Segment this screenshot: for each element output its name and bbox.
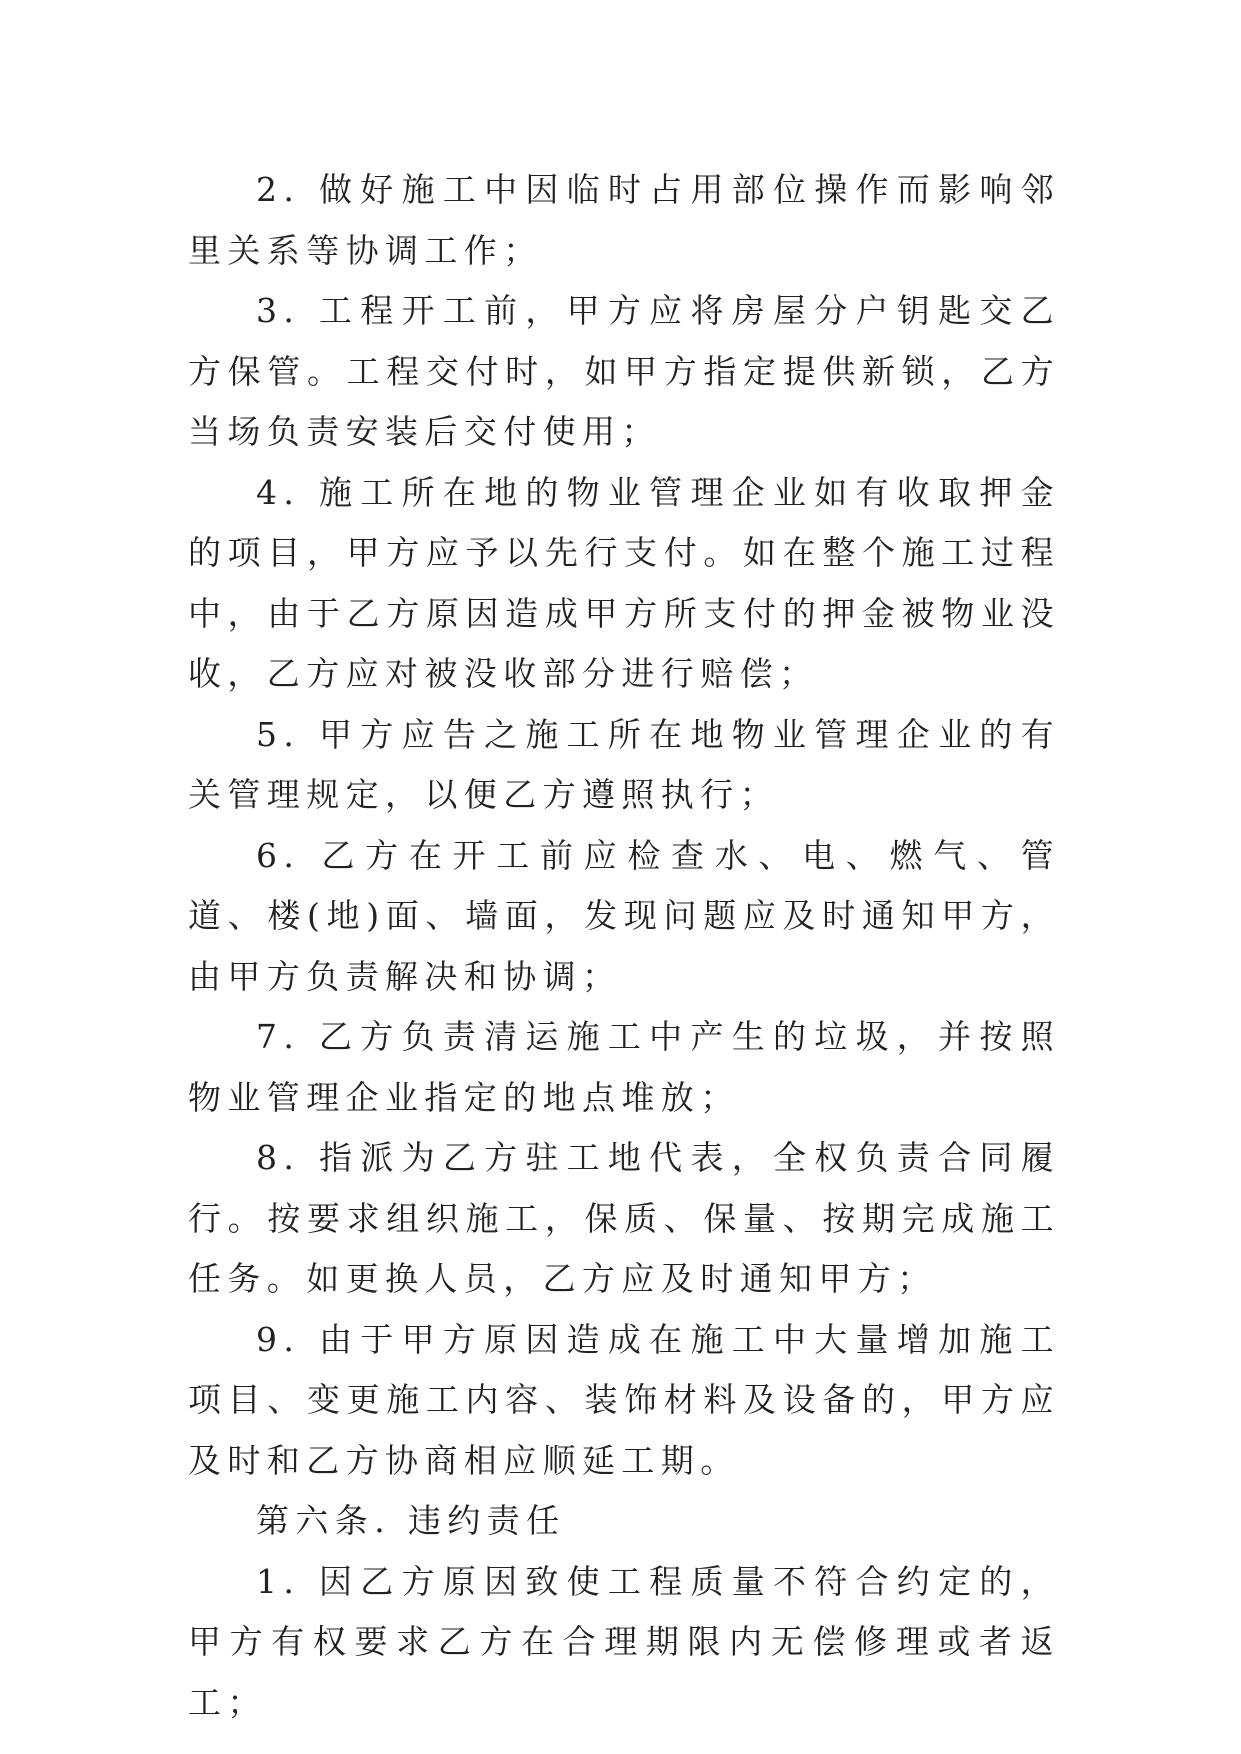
clause-item-8: 8. 指派为乙方驻工地代表，全权负责合同履行。按要求组织施工，保质、保量、按期完成施工任务。如更换人员，乙方应及时通知甲方； [188,1138,1060,1298]
clause-item-7: 7. 乙方负责清运施工中产生的垃圾，并按照物业管理企业指定的地点堆放； [188,1017,1060,1117]
section-heading-article-6: 第六条. 违约责任 [256,1501,566,1540]
document-body [188,160,1060,1733]
clause-item-4: 4. 施工所在地的物业管理企业如有收取押金的项目，甲方应予以先行支付。如在整个施工过程中，由于乙方原因造成甲方所支付的押金被物业没收，乙方应对被没收部分进行赔偿； [188,472,1060,693]
clause-item-5: 5. 甲方应告之施工所在地物业管理企业的有关管理规定，以便乙方遵照执行； [188,714,1060,814]
clause-item-9: 9. 由于甲方原因造成在施工中大量增加施工项目、变更施工内容、装饰材料及设备的，甲方应及时和乙方协商相应顺延工期。 [188,1319,1060,1480]
clause-item-1: 1. 因乙方原因致使工程质量不符合约定的，甲方有权要求乙方在合理期限内无偿修理或者返工； [188,1561,1060,1722]
clause-item-6: 6. 乙方在开工前应检查水、电、燃气、管道、楼(地)面、墙面，发现问题应及时通知甲方，由甲方负责解决和协调； [188,835,1060,996]
clause-item-2: 2. 做好施工中因临时占用部位操作而影响邻里关系等协调工作； [188,170,1060,270]
clause-item-3: 3. 工程开工前，甲方应将房屋分户钥匙交乙方保管。工程交付时，如甲方指定提供新锁，乙方当场负责安装后交付使用； [188,291,1060,451]
